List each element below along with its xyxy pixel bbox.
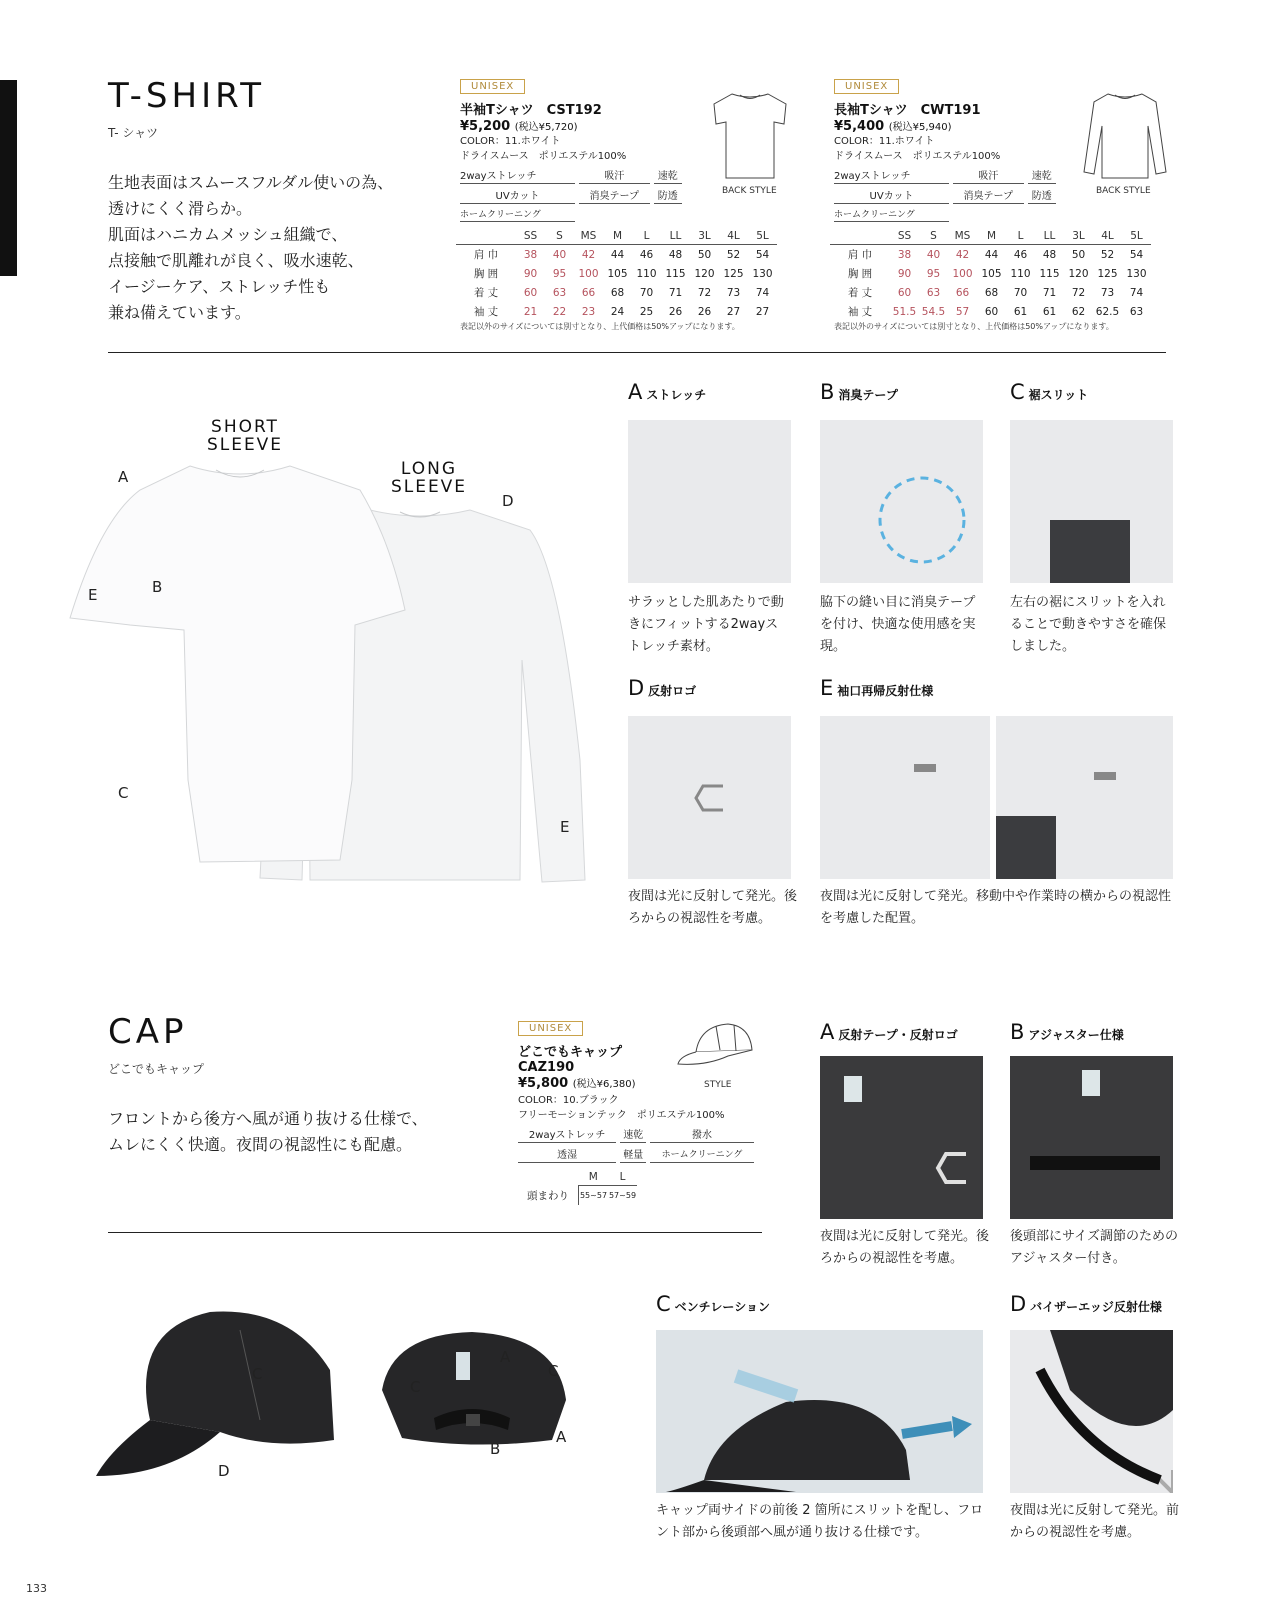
- product-color: COLOR：11.ホワイト: [834, 136, 935, 147]
- cap-detail-c-text: キャップ両サイドの前後 2 箇所にスリットを配し、フロント部から後頭部へ風が通り抜ける仕様です。: [656, 1503, 984, 1540]
- product-color: COLOR：10.ブラック: [518, 1095, 619, 1106]
- page-number: 133: [26, 1582, 47, 1595]
- cap-detail-c-label: Cベンチレーション: [656, 1292, 770, 1316]
- tshirt-product-photo: [60, 460, 600, 894]
- back-style-sketch-long: [1082, 86, 1168, 190]
- unisex-badge: UNISEX: [834, 79, 899, 94]
- cap-front-photo: [90, 1300, 340, 1494]
- cap-detail-c-photo: [656, 1330, 983, 1493]
- tshirt-description: [108, 170, 428, 326]
- cap-detail-b-label: Bアジャスター仕様: [1010, 1020, 1124, 1044]
- desc-line: 兼ね備えています。: [108, 303, 251, 322]
- detail-e-text: 夜間は光に反射して発光。移動中や作業時の横からの視認性を考慮した配置。: [820, 889, 1172, 926]
- cap-detail-a-text: 夜間は光に反射して発光。後ろからの視認性を考慮。: [820, 1229, 990, 1266]
- size-table: SS S MS M L LL 3L 4L 5L 肩 巾 38 40 42 44 46 48 50 52 54 胸 囲 90 95 100 105 110 115 120 125 130 着 丈 60 63 66 68 70 71 72 73 74 袖 丈 21 22 23 24 25 26 26 27 27: [456, 228, 777, 321]
- reflector-tape: [1082, 1070, 1100, 1096]
- product-price: ¥5,200 (税込¥5,720): [460, 119, 578, 134]
- airflow-arrow-icon: [656, 1330, 983, 1493]
- detail-e-label: E袖口再帰反射仕様: [820, 676, 934, 700]
- back-style-label: BACK STYLE: [1096, 186, 1151, 196]
- product-color: COLOR：11.ホワイト: [460, 136, 561, 147]
- detail-d-photo: [628, 716, 791, 879]
- product-material: ドライスムース ポリエステル100%: [460, 151, 627, 162]
- c-logo-icon: [820, 1056, 983, 1219]
- pants-shape: [996, 816, 1056, 879]
- detail-d-label: D反射ロゴ: [628, 676, 697, 700]
- marker-e: E: [88, 586, 98, 604]
- short-sleeve-label: SHORT SLEEVE: [206, 417, 284, 455]
- section-divider: [108, 1232, 762, 1233]
- style-label: STYLE: [704, 1080, 732, 1090]
- marker-d: D: [218, 1462, 230, 1480]
- desc-line: フロントから後方へ風が通り抜ける仕様で、: [108, 1109, 428, 1128]
- feature-table: 2wayストレッチ 速乾 撥水 透湿 軽量 ホームクリーニング: [514, 1123, 758, 1165]
- detail-b-label: B消臭テープ: [820, 380, 898, 404]
- cap-description: [108, 1106, 488, 1158]
- detail-d-text: 夜間は光に反射して発光。後ろからの視認性を考慮。: [628, 889, 798, 926]
- product-name: 長袖Tシャツ CWT191: [834, 103, 981, 118]
- desc-line: ムレにくく快適。夜間の視認性にも配慮。: [108, 1135, 413, 1154]
- cap-detail-b-photo: [1010, 1056, 1173, 1219]
- marker-c: C: [548, 1362, 559, 1380]
- feature-table: 2wayストレッチ 吸汗 速乾 UVカット 消臭テープ 防透 ホームクリーニング: [456, 164, 686, 224]
- marker-a: A: [556, 1428, 567, 1446]
- cap-detail-d-label: Dバイザーエッジ反射仕様: [1010, 1292, 1162, 1316]
- marker-d: D: [502, 492, 514, 510]
- reflector-strip: [914, 764, 936, 772]
- cap-subtitle: どこでもキャップ: [108, 1062, 205, 1076]
- cap-detail-b-text: 後頭部にサイズ調節のためのアジャスター付き。: [1010, 1229, 1178, 1266]
- section-tab-bar: [0, 80, 17, 276]
- product-material: フリーモーションテック ポリエステル100%: [518, 1110, 725, 1121]
- marker-a: A: [500, 1348, 511, 1366]
- back-style-sketch-short: [710, 86, 790, 190]
- detail-b-photo: [820, 420, 983, 583]
- marker-a: A: [118, 468, 129, 486]
- detail-e-photo-2: [996, 716, 1173, 879]
- cap-detail-a-label: A反射テープ・反射ロゴ: [820, 1020, 958, 1044]
- desc-line: 肌面はハニカムメッシュ組織で、: [108, 225, 348, 244]
- detail-a-label: Aストレッチ: [628, 380, 707, 404]
- detail-c-text: 左右の裾にスリットを入れることで動きやすさを確保しました。: [1010, 595, 1167, 654]
- detail-a-text: サラッとした肌あたりで動きにフィットする2wayストレッチ素材。: [628, 595, 784, 654]
- size-table: SS S MS M L LL 3L 4L 5L 肩 巾 38 40 42 44 46 48 50 52 54 胸 囲 90 95 100 105 110 115 120 125 130 着 丈 60 63 66 68 70 71 72 73 74 袖 丈 51.5 54.5 57 60 61 61 62 62.5 63: [830, 228, 1151, 321]
- size-note: 表記以外のサイズについては別寸となり、上代価格は50%アップになります。: [834, 322, 1114, 331]
- cap-style-sketch: [676, 1020, 760, 1080]
- cap-title: CAP: [108, 1012, 188, 1052]
- reflector-strip: [1094, 772, 1116, 780]
- tshirt-title: T-SHIRT: [108, 76, 266, 116]
- product-name: どこでもキャップ: [518, 1045, 623, 1060]
- size-table: M L 頭まわり 55~57 57~59: [518, 1169, 637, 1205]
- desc-line: 点接触で肌離れが良く、吸水速乾、: [108, 251, 364, 270]
- product-price: ¥5,800 (税込¥6,380): [518, 1076, 636, 1091]
- unisex-badge: UNISEX: [518, 1021, 583, 1036]
- detail-a-photo: [628, 420, 791, 583]
- detail-c-label: C裾スリット: [1010, 380, 1089, 404]
- marker-c: C: [252, 1365, 263, 1383]
- unisex-badge: UNISEX: [460, 79, 525, 94]
- cap-detail-d-photo: [1010, 1330, 1173, 1493]
- detail-b-text: 脇下の縫い目に消臭テープを付け、快適な使用感を実現。: [820, 595, 976, 654]
- feature-table: 2wayストレッチ 吸汗 速乾 UVカット 消臭テープ 防透 ホームクリーニング: [830, 164, 1060, 224]
- dashed-circle-icon: [820, 420, 983, 583]
- size-note: 表記以外のサイズについては別寸となり、上代価格は50%アップになります。: [460, 322, 740, 331]
- tshirt-subtitle: T- シャツ: [108, 126, 159, 140]
- back-style-label: BACK STYLE: [722, 186, 777, 196]
- pants-shape: [1050, 520, 1130, 583]
- desc-line: イージーケア、ストレッチ性も: [108, 277, 331, 296]
- marker-b: B: [152, 578, 163, 596]
- product-code: CAZ190: [518, 1060, 575, 1075]
- section-divider: [108, 352, 1166, 353]
- marker-b: B: [490, 1440, 501, 1458]
- detail-c-photo: [1010, 420, 1173, 583]
- adjuster-strap: [1030, 1156, 1160, 1170]
- visor-edge-icon: [1010, 1330, 1173, 1493]
- marker-c: C: [118, 784, 129, 802]
- cap-detail-a-photo: [820, 1056, 983, 1219]
- product-material: ドライスムース ポリエステル100%: [834, 151, 1001, 162]
- c-logo-icon: [628, 716, 791, 879]
- cap-detail-d-text: 夜間は光に反射して発光。前からの視認性を考慮。: [1010, 1503, 1180, 1540]
- cap-back-photo: [372, 1330, 572, 1474]
- marker-c: C: [410, 1378, 421, 1396]
- desc-line: 透けにくく滑らか。: [108, 199, 253, 218]
- long-sleeve-label: LONG SLEEVE: [390, 459, 468, 497]
- desc-line: 生地表面はスムースフルダル使いの為、: [108, 173, 394, 192]
- product-price: ¥5,400 (税込¥5,940): [834, 119, 952, 134]
- detail-e-photo-1: [820, 716, 990, 879]
- marker-e: E: [560, 818, 570, 836]
- product-name: 半袖Tシャツ CST192: [460, 103, 602, 118]
